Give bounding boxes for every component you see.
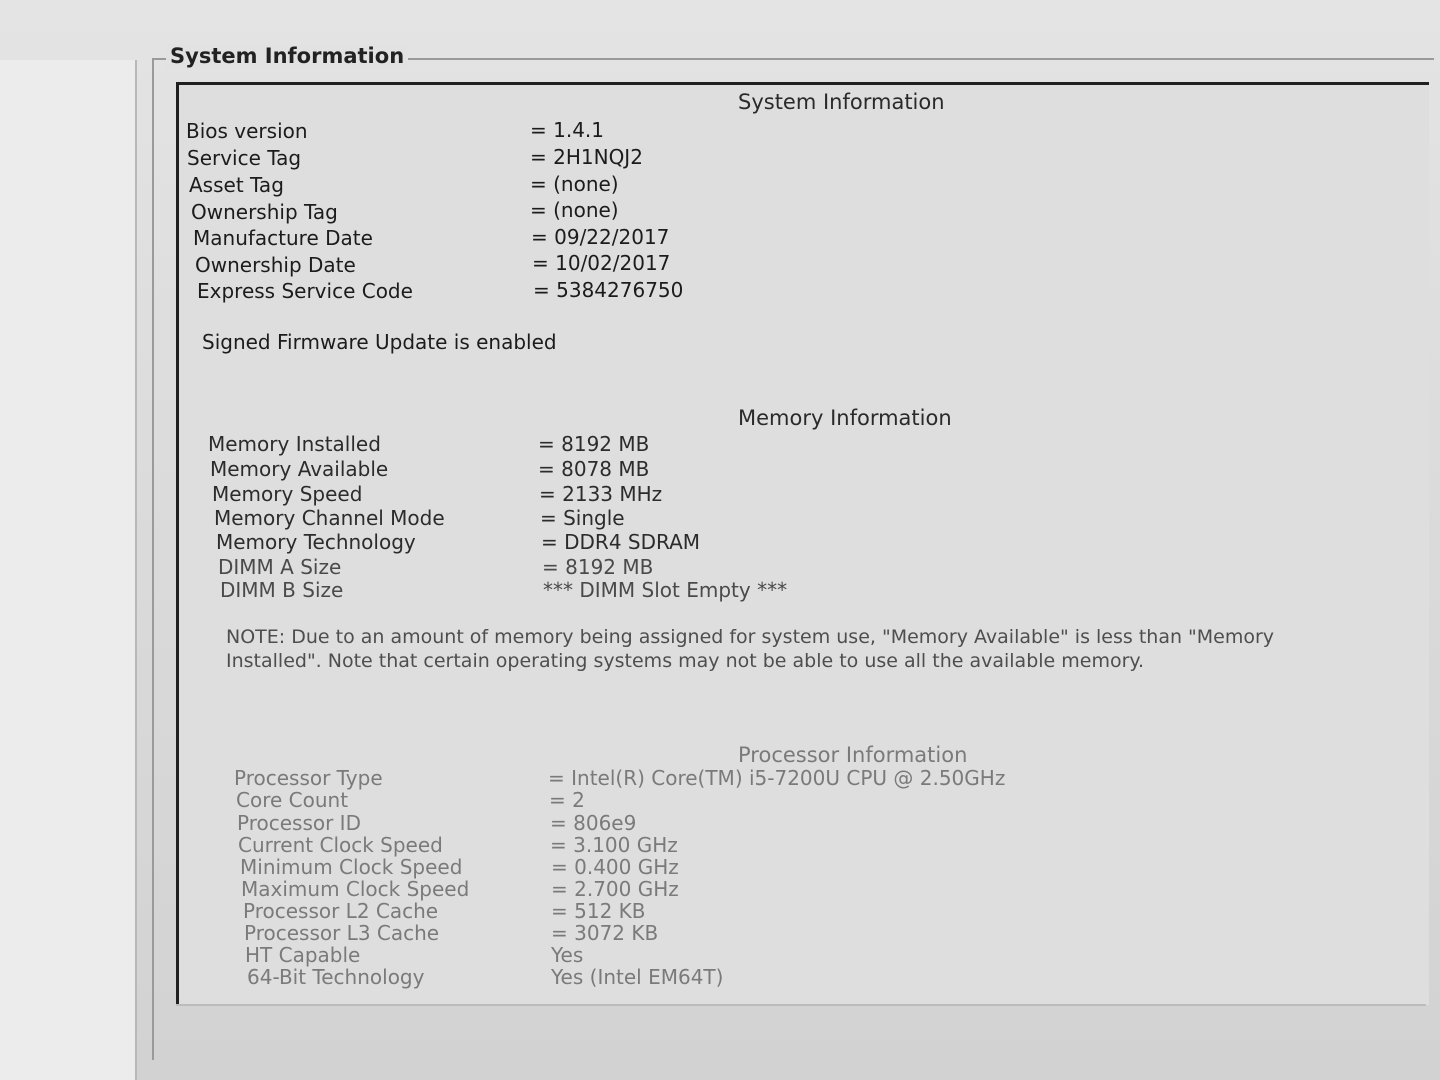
core-count-value: = 2 <box>549 788 585 812</box>
ownership-date-value: = 10/02/2017 <box>532 251 671 275</box>
processor-type-value: = Intel(R) Core(TM) i5-7200U CPU @ 2.50GHz <box>548 766 1006 790</box>
memory-available-label: Memory Available <box>210 457 389 481</box>
dimm-b-size-value: *** DIMM Slot Empty *** <box>543 578 788 602</box>
ownership-tag-value: = (none) <box>530 198 619 222</box>
current-clock-speed-value: = 3.100 GHz <box>550 833 678 857</box>
processor-l3-cache-value: = 3072 KB <box>551 921 659 945</box>
memory-channel-mode-label: Memory Channel Mode <box>214 506 445 530</box>
memory-section-title: Memory Information <box>738 406 952 430</box>
ownership-date-label: Ownership Date <box>195 253 356 277</box>
dimm-b-size-label: DIMM B Size <box>220 578 344 602</box>
bios-version-value: = 1.4.1 <box>530 118 605 142</box>
memory-speed-value: = 2133 MHz <box>539 482 663 506</box>
dimm-a-size-label: DIMM A Size <box>218 555 342 579</box>
ownership-tag-label: Ownership Tag <box>191 200 338 224</box>
manufacture-date-value: = 09/22/2017 <box>531 225 670 249</box>
minimum-clock-speed-label: Minimum Clock Speed <box>240 855 463 879</box>
memory-speed-label: Memory Speed <box>212 482 363 506</box>
core-count-label: Core Count <box>236 788 349 812</box>
processor-l3-cache-label: Processor L3 Cache <box>244 921 440 945</box>
navigation-pane[interactable] <box>0 60 137 1080</box>
group-title: System Information <box>166 44 408 68</box>
64-bit-technology-value: Yes (Intel EM64T) <box>551 965 724 989</box>
panel-bottom-divider <box>176 1004 1426 1006</box>
processor-l2-cache-value: = 512 KB <box>551 899 646 923</box>
processor-section-title: Processor Information <box>738 743 968 767</box>
maximum-clock-speed-value: = 2.700 GHz <box>551 877 679 901</box>
service-tag-label: Service Tag <box>187 146 302 170</box>
processor-l2-cache-label: Processor L2 Cache <box>243 899 439 923</box>
memory-technology-label: Memory Technology <box>216 530 416 554</box>
memory-channel-mode-value: = Single <box>540 506 625 530</box>
memory-installed-value: = 8192 MB <box>538 432 650 456</box>
dimm-a-size-value: = 8192 MB <box>542 555 654 579</box>
asset-tag-value: = (none) <box>530 172 619 196</box>
memory-technology-value: = DDR4 SDRAM <box>541 530 701 554</box>
asset-tag-label: Asset Tag <box>189 173 284 197</box>
processor-type-label: Processor Type <box>234 766 383 790</box>
minimum-clock-speed-value: = 0.400 GHz <box>551 855 679 879</box>
processor-id-label: Processor ID <box>237 811 361 835</box>
64-bit-technology-label: 64-Bit Technology <box>247 965 425 989</box>
bios-version-label: Bios version <box>186 119 308 143</box>
manufacture-date-label: Manufacture Date <box>193 226 373 250</box>
current-clock-speed-label: Current Clock Speed <box>238 833 443 857</box>
memory-available-value: = 8078 MB <box>538 457 650 481</box>
memory-note: NOTE: Due to an amount of memory being assigned for system use, "Memory Available" is less than "Memory Installed". Note that certain operating systems may not be able to use all the available memory. <box>226 626 1275 672</box>
ht-capable-value: Yes <box>551 943 584 967</box>
ht-capable-label: HT Capable <box>245 943 361 967</box>
service-tag-value: = 2H1NQJ2 <box>530 145 643 169</box>
maximum-clock-speed-label: Maximum Clock Speed <box>241 877 470 901</box>
system-section-title: System Information <box>738 90 945 114</box>
express-service-code-value: = 5384276750 <box>533 278 684 302</box>
express-service-code-label: Express Service Code <box>197 279 413 303</box>
memory-installed-label: Memory Installed <box>208 432 381 456</box>
firmware-update-status: Signed Firmware Update is enabled <box>202 330 557 354</box>
processor-id-value: = 806e9 <box>550 811 637 835</box>
